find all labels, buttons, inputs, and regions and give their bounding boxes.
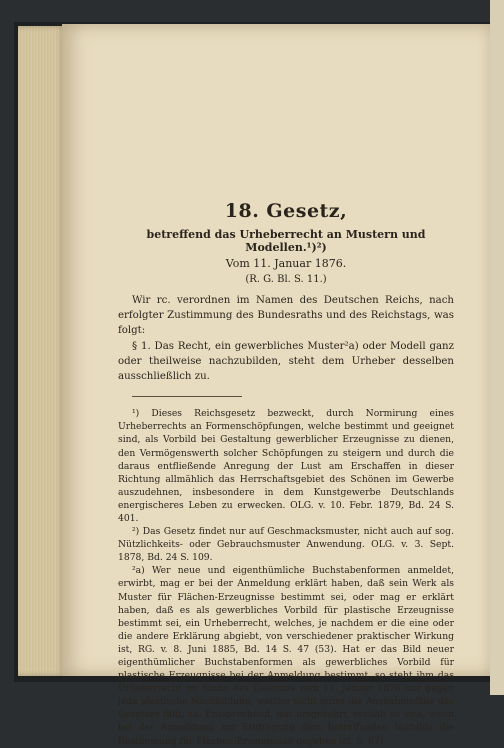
law-date: Vom 11. Januar 1876. [225, 257, 347, 270]
footnotes [118, 407, 454, 747]
footnote-1: ¹) Dieses Reichsgesetz bezweckt, durch Normirung eines Urheberrechts an Formenschöpfungen, welche bestimmt und geeignet sind, als Vorbild bei Gestaltung gewerblicher Erzeugnisse zu dienen, den Vermögenswerth solcher Schöpfungen zu steigern und durch die daraus entfließende Anregung der Lust am Erschaffen in dieser Richtung allmählich das Herrschaftsgebiet des Schönen im Gewerbe auszudehnen, insbesondere in dem Kunstgewerbe Deutschlands energischeres Leben zu erwecken. OLG. v. 10. Febr. 1879, Bd. 24 S. 401. [118, 408, 454, 524]
section-1-paragraph: § 1. Das Recht, ein gewerbliches Muster²a) oder Modell ganz oder theilweise nachzubilden, steht dem Urheber desselben ausschließlich zu. [118, 340, 454, 383]
gazette-reference: (R. G. Bl. S. 11.) [245, 274, 327, 285]
intro-paragraph: Wir rc. verordnen im Namen des Deutschen Reichs, nach erfolgter Zustimmung des Bundesraths und des Reichstags, was folgt: [118, 295, 454, 337]
footnote-divider [132, 396, 242, 397]
footnote-2a: ²a) Wer neue und eigenthümliche Buchstabenformen anmeldet, erwirbt, mag er bei der Anmeldung erklärt haben, daß sein Werk als Muster für Flächen-Erzeugnisse bestimmt sei, oder mag er erklärt haben, daß es als gewerbliches Vorbild für plastische Erzeugnisse bestimmt sei, ein Urheberrecht, welches, je nachdem er die eine oder die andere Erklärung abgiebt, von verschiedener praktischer Wirkung ist, RG. v. 8. Juni 1885, Bd. 14 S. 47 (53). Hat er das Bild neuer eigenthümlicher Buchstabenformen als gewerbliches Vorbild für plastische Erzeugnisse bei der Anmeldung bestimmt, so steht ihm das Urheberrecht im Sinne des Gesetzes vom 11. Januar 1876 nur gegen jede plastische Nachbildung, welche nicht unter die Ausnahmefälle des Gesetzes fällt, zu. Entsprechend, nur umgekehrt, verhält es sich, wenn bei der Anmeldung zur Eintragung dem betreffenden Vorbilde die Bestimmung für Flächen-Erzeugnisse gegeben ist. S. 67). [118, 565, 454, 747]
page-title: 18. Gesetz, [224, 200, 348, 222]
law-subtitle: betreffend das Urheberrecht an Mustern und Modellen.¹)²) [146, 228, 426, 254]
page-edges [18, 26, 66, 676]
page-content [118, 200, 454, 748]
right-page-edge [490, 0, 504, 695]
law-body [118, 293, 454, 384]
footnote-2: ²) Das Gesetz findet nur auf Geschmacksmuster, nicht auch auf sog. Nützlichkeits- oder Gebrauchsmuster Anwendung. OLG. v. 3. Sept. 1878, Bd. 24 S. 109. [118, 526, 454, 564]
